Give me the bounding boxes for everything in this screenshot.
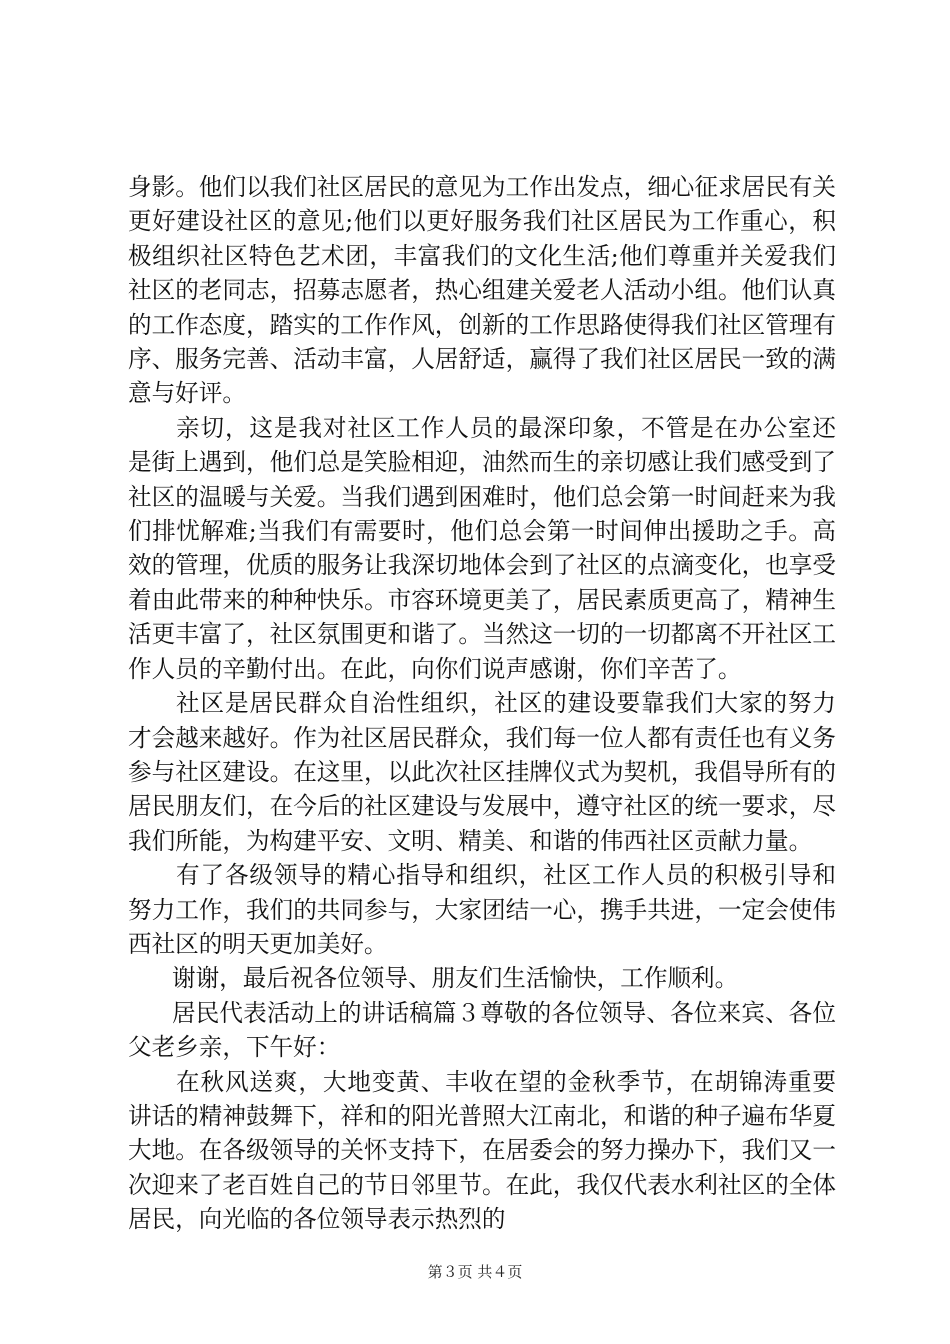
page-number-footer: 第３页 共４页 xyxy=(427,1263,523,1281)
paragraph-7: 在秋风送爽，大地变黄、丰收在望的金秋季节，在胡锦涛重要讲话的精神鼓舞下，祥和的阳光普照大江南北，和谐的种子遍布华夏大地。在各级领导的关怀支持下，在居委会的努力操办下，我们又一次迎来了老百姓自己的节日邻里节。在此，我仅代表水利社区的全体居民，向光临的各位领导表示热烈的 xyxy=(128,1067,836,1234)
paragraph-5: 谢谢，最后祝各位领导、朋友们生活愉快，工作顺利。 xyxy=(172,964,739,993)
paragraph-2: 亲切，这是我对社区工作人员的最深印象，不管是在办公室还是街上遇到，他们总是笑脸相迎，油然而生的亲切感让我们感受到了社区的温暖与关爱。当我们遇到困难时，他们总会第一时间赶来为我们排忧解难;当我们有需要时，他们总会第一时间伸出援助之手。高效的管理，优质的服务让我深切地体会到了社区的点滴变化，也享受着由此带来的种种快乐。市容环境更美了，居民素质更高了，精神生活更丰富了，社区氛围更和谐了。当然这一切的一切都离不开社区工作人员的辛勤付出。在此，向你们说声感谢，你们辛苦了。 xyxy=(128,413,836,683)
paragraph-4: 有了各级领导的精心指导和组织，社区工作人员的积极引导和努力工作，我们的共同参与，大家团结一心，携手共进，一定会使伟西社区的明天更加美好。 xyxy=(128,861,836,958)
paragraph-6: 居民代表活动上的讲话稿篇３尊敬的各位领导、各位来宾、各位父老乡亲，下午好： xyxy=(128,998,836,1062)
paragraph-1: 身影。他们以我们社区居民的意见为工作出发点，细心征求居民有关更好建设社区的意见;他们以更好服务我们社区居民为工作重心，积极组织社区特色艺术团，丰富我们的文化生活;他们尊重并关爱我们社区的老同志，招募志愿者，热心组建关爱老人活动小组。他们认真的工作态度，踏实的工作作风，创新的工作思路使得我们社区管理有序、服务完善、活动丰富，人居舒适，赢得了我们社区居民一致的满意与好评。 xyxy=(128,173,836,408)
paragraph-3: 社区是居民群众自治性组织，社区的建设要靠我们大家的努力才会越来越好。作为社区居民群众，我们每一位人都有责任也有义务参与社区建设。在这里，以此次社区挂牌仪式为契机，我倡导所有的居民朋友们，在今后的社区建设与发展中，遵守社区的统一要求，尽我们所能，为构建平安、文明、精美、和谐的伟西社区贡献力量。 xyxy=(128,689,836,855)
document-body xyxy=(128,170,836,1237)
